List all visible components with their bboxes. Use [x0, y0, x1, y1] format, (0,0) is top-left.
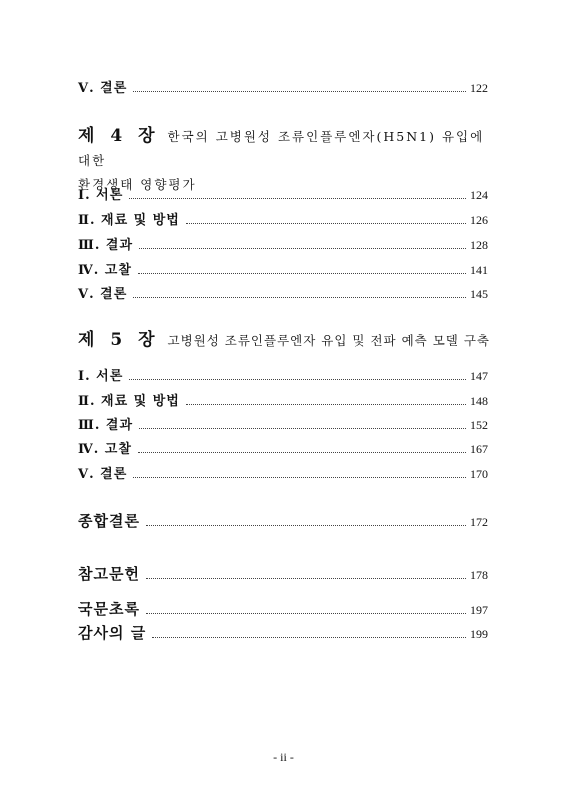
- toc-entry-label: Ⅳ. 고찰: [78, 442, 132, 457]
- toc-entry-references[interactable]: [78, 566, 488, 583]
- dot-leader: [152, 636, 466, 638]
- toc-entry-label: 참고문헌: [78, 565, 140, 583]
- dot-leader: [146, 612, 466, 614]
- toc-entry-page: 197: [470, 603, 488, 617]
- toc-entry-page: 170: [470, 467, 488, 481]
- dot-leader: [146, 524, 466, 526]
- toc-entry-page: 167: [470, 442, 488, 456]
- dot-leader: [139, 247, 466, 249]
- dot-leader: [133, 296, 466, 298]
- dot-leader: [139, 427, 466, 429]
- dot-leader: [129, 197, 466, 199]
- toc-entry-ch4-conclusion[interactable]: [78, 286, 488, 303]
- dot-leader: [133, 476, 466, 478]
- toc-entry-ch3-conclusion[interactable]: [78, 80, 488, 97]
- chapter-number: 제 5 장: [78, 330, 160, 350]
- toc-entry-general-conclusion[interactable]: [78, 513, 488, 530]
- chapter-5-heading[interactable]: [78, 328, 498, 353]
- toc-entry-ch5-methods[interactable]: [78, 393, 488, 410]
- toc-entry-label: Ⅰ. 서론: [78, 369, 124, 384]
- toc-entry-ch4-introduction[interactable]: [78, 187, 488, 204]
- toc-entry-label: 감사의 글: [78, 624, 147, 642]
- toc-entry-page: 126: [470, 213, 488, 227]
- toc-entry-ch5-results[interactable]: [78, 417, 488, 434]
- toc-entry-ch4-discussion[interactable]: [78, 262, 488, 279]
- toc-entry-page: 178: [470, 568, 488, 582]
- chapter-title: 고병원성 조류인플루엔자 유입 및 전파 예측 모델 구축: [167, 333, 490, 348]
- toc-entry-ch5-conclusion[interactable]: [78, 466, 488, 483]
- toc-entry-page: 152: [470, 418, 488, 432]
- toc-entry-label: Ⅱ. 재료 및 방법: [78, 394, 180, 409]
- chapter-title: 한국의 고병원성 조류인플루엔자(H5N1) 유입에 대한: [78, 129, 485, 168]
- toc-entry-page: 122: [470, 81, 488, 95]
- toc-entry-label: Ⅴ. 결론: [78, 467, 128, 482]
- dot-leader: [138, 451, 466, 453]
- toc-entry-ch4-methods[interactable]: [78, 212, 488, 229]
- toc-entry-label: Ⅳ. 고찰: [78, 263, 132, 278]
- toc-entry-page: 128: [470, 238, 488, 252]
- toc-entry-ch5-introduction[interactable]: [78, 368, 488, 385]
- toc-entry-label: Ⅴ. 결론: [78, 81, 128, 96]
- dot-leader: [146, 577, 466, 579]
- toc-entry-page: 145: [470, 287, 488, 301]
- toc-entry-label: Ⅲ. 결과: [78, 418, 133, 433]
- toc-entry-label: Ⅱ. 재료 및 방법: [78, 213, 180, 228]
- chapter-number: 제 4 장: [78, 126, 160, 146]
- dot-leader: [138, 272, 466, 274]
- toc-entry-page: 141: [470, 263, 488, 277]
- toc-entry-label: Ⅴ. 결론: [78, 287, 128, 302]
- toc-entry-korean-abstract[interactable]: [78, 601, 488, 618]
- toc-entry-acknowledgements[interactable]: [78, 625, 488, 642]
- toc-entry-label: Ⅰ. 서론: [78, 188, 124, 203]
- dot-leader: [133, 90, 466, 92]
- toc-entry-label: 국문초록: [78, 600, 140, 618]
- chapter-title-continued: 환경생태 영향평가: [78, 177, 197, 192]
- toc-entry-ch4-results[interactable]: [78, 237, 488, 254]
- dot-leader: [186, 403, 466, 405]
- page-number-footer: - ii -: [273, 750, 294, 764]
- toc-entry-page: 148: [470, 394, 488, 408]
- toc-entry-label: 종합결론: [78, 512, 140, 530]
- toc-entry-label: Ⅲ. 결과: [78, 238, 133, 253]
- toc-entry-page: 172: [470, 515, 488, 529]
- toc-entry-page: 199: [470, 627, 488, 641]
- dot-leader: [186, 222, 466, 224]
- dot-leader: [129, 378, 466, 380]
- toc-entry-page: 147: [470, 369, 488, 383]
- toc-entry-page: 124: [470, 188, 488, 202]
- toc-entry-ch5-discussion[interactable]: [78, 441, 488, 458]
